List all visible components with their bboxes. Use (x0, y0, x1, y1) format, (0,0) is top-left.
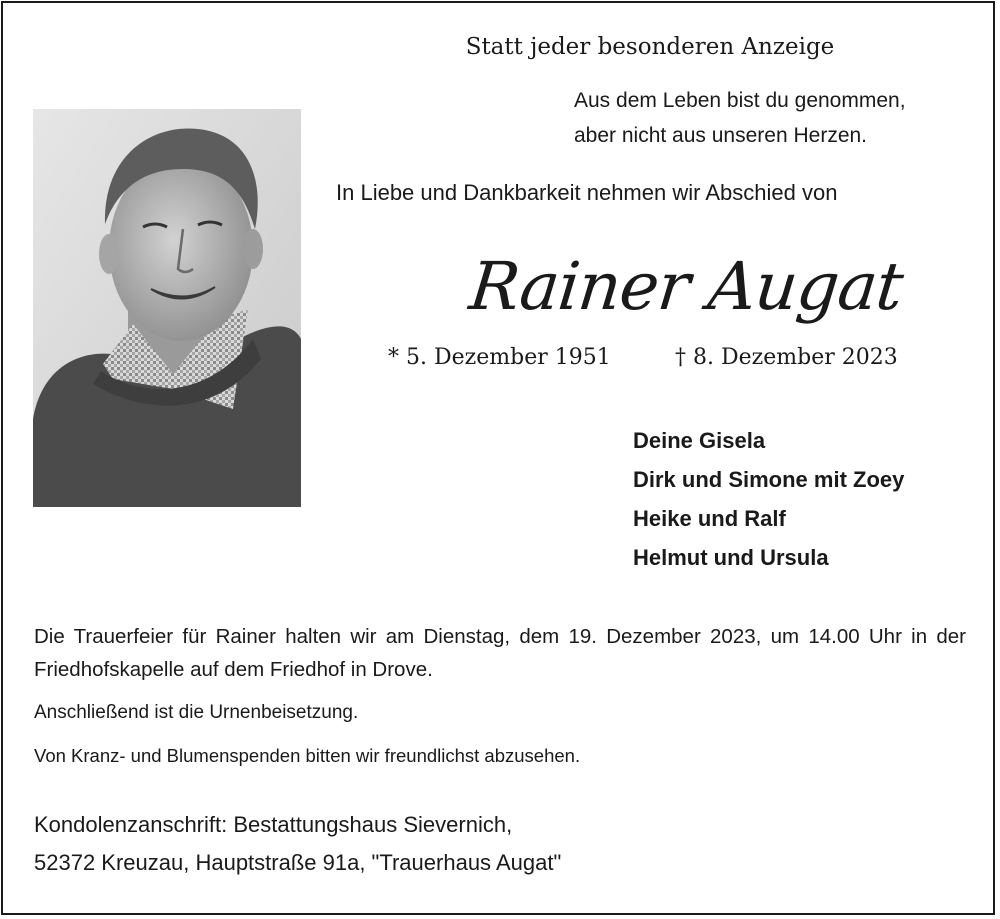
quote-line-2: aber nicht aus unseren Herzen. (574, 124, 868, 147)
service-details: Die Trauerfeier für Rainer halten wir am Dienstag, dem 19. Dezember 2023, um 14.00 Uhr in der Friedhofskapelle auf dem Friedhof in Drove. (34, 625, 966, 681)
flowers-note: Von Kranz- und Blumenspenden bitten wir freundlichst abzusehen. (34, 745, 581, 766)
portrait-photo (33, 109, 301, 507)
quote-line-1: Aus dem Leben bist du genommen, (574, 89, 906, 112)
birth-date: * 5. Dezember 1951 (388, 345, 611, 370)
condolence-address-line-1: Kondolenzanschrift: Bestattungshaus Sievernich, (34, 812, 513, 837)
mourner-name: Deine Gisela (633, 428, 766, 453)
death-date: † 8. Dezember 2023 (675, 345, 898, 370)
mourner-name: Heike und Ralf (633, 506, 786, 531)
mourner-name: Helmut und Ursula (633, 545, 829, 570)
burial-note: Anschließend ist die Urnenbeisetzung. (34, 702, 359, 723)
farewell-line: In Liebe und Dankbarkeit nehmen wir Abschied von (336, 180, 838, 205)
header-line: Statt jeder besonderen Anzeige (465, 34, 835, 60)
mourner-name: Dirk und Simone mit Zoey (633, 467, 905, 492)
deceased-name: Rainer Augat (465, 248, 907, 325)
condolence-address-line-2: 52372 Kreuzau, Hauptstraße 91a, "Trauerhaus Augat" (34, 850, 562, 875)
